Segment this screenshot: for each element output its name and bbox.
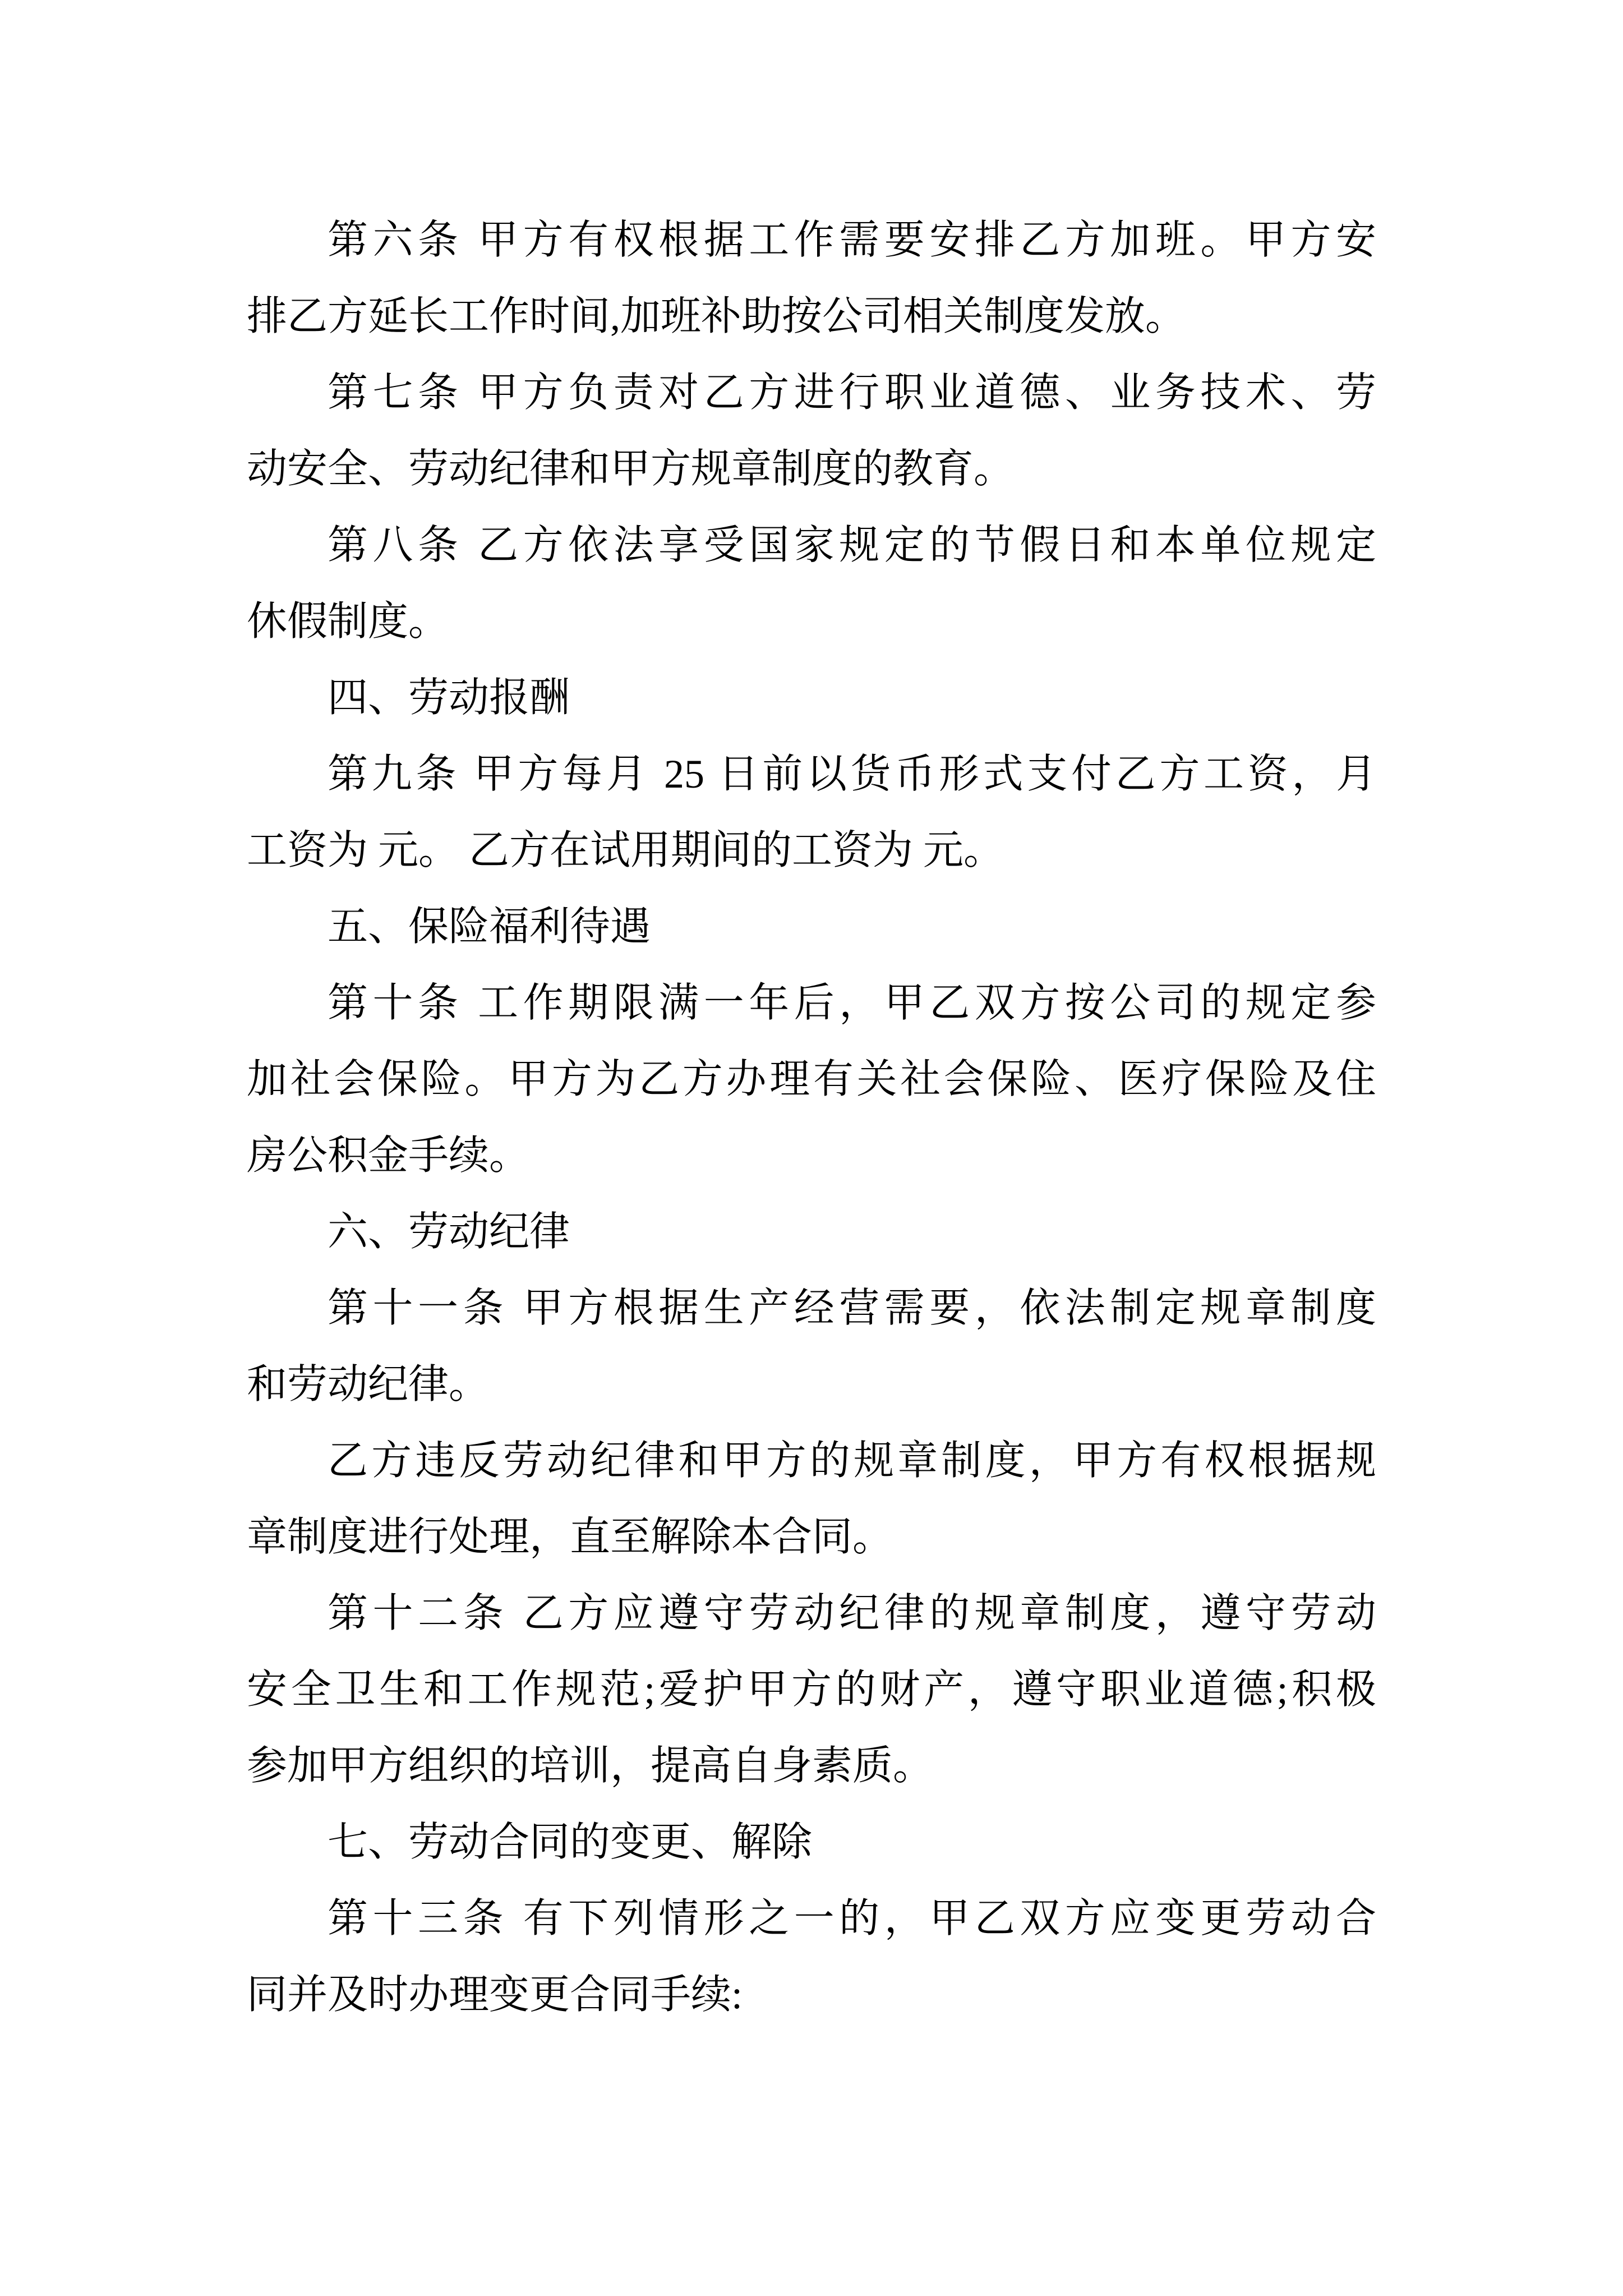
text-line: 参加甲方组织的培训，提高自身素质。 <box>247 1743 934 1788</box>
text-line: 排乙方延长工作时间,加班补助按公司相关制度发放。 <box>247 294 1186 339</box>
paragraph <box>247 889 1376 965</box>
text-line: 安全卫生和工作规范;爱护甲方的财产，遵守职业道德;积极 <box>247 1667 1376 1712</box>
text-line: 章制度进行处理，直至解除本合同。 <box>247 1515 893 1559</box>
paragraph <box>247 507 1376 660</box>
text-line: 乙方违反劳动纪律和甲方的规章制度，甲方有权根据规 <box>328 1438 1376 1483</box>
paragraph <box>247 1804 1376 1880</box>
text-line: 第十条 工作期限满一年后，甲乙双方按公司的规定参 <box>328 981 1376 1025</box>
text-line: 加社会保险。甲方为乙方办理有关社会保险、医疗保险及住 <box>247 1057 1376 1102</box>
text-line: 四、劳动报酬 <box>328 675 570 720</box>
paragraph <box>247 202 1376 355</box>
paragraph <box>247 355 1376 507</box>
paragraph <box>247 1270 1376 1423</box>
paragraph <box>247 660 1376 736</box>
text-line: 第九条 甲方每月 25 日前以货币形式支付乙方工资，月 <box>328 752 1376 797</box>
text-line: 六、劳动纪律 <box>328 1209 570 1254</box>
text-line: 五、保险福利待遇 <box>328 904 651 949</box>
text-line: 工资为 元。 乙方在试用期间的工资为 元。 <box>247 828 1004 873</box>
text-line: 同并及时办理变更合同手续: <box>247 1972 743 2017</box>
paragraph <box>247 736 1376 889</box>
text-line: 第十二条 乙方应遵守劳动纪律的规章制度，遵守劳动 <box>328 1591 1376 1636</box>
text-line: 七、劳动合同的变更、解除 <box>328 1820 813 1865</box>
text-line: 动安全、劳动纪律和甲方规章制度的教育。 <box>247 447 1015 491</box>
text-line: 和劳动纪律。 <box>247 1362 490 1407</box>
text-line: 休假制度。 <box>247 599 449 644</box>
paragraph <box>247 1575 1376 1804</box>
paragraph <box>247 1423 1376 1575</box>
text-line: 第七条 甲方负责对乙方进行职业道德、业务技术、劳 <box>328 370 1376 415</box>
paragraph <box>247 1880 1376 2033</box>
paragraph <box>247 965 1376 1194</box>
text-line: 第十三条 有下列情形之一的，甲乙双方应变更劳动合 <box>328 1896 1376 1941</box>
text-line: 第八条 乙方依法享受国家规定的节假日和本单位规定 <box>328 523 1376 568</box>
paragraph <box>247 1194 1376 1270</box>
text-line: 第十一条 甲方根据生产经营需要，依法制定规章制度 <box>328 1286 1376 1331</box>
text-line: 第六条 甲方有权根据工作需要安排乙方加班。甲方安 <box>328 218 1376 263</box>
text-line: 房公积金手续。 <box>247 1133 530 1178</box>
